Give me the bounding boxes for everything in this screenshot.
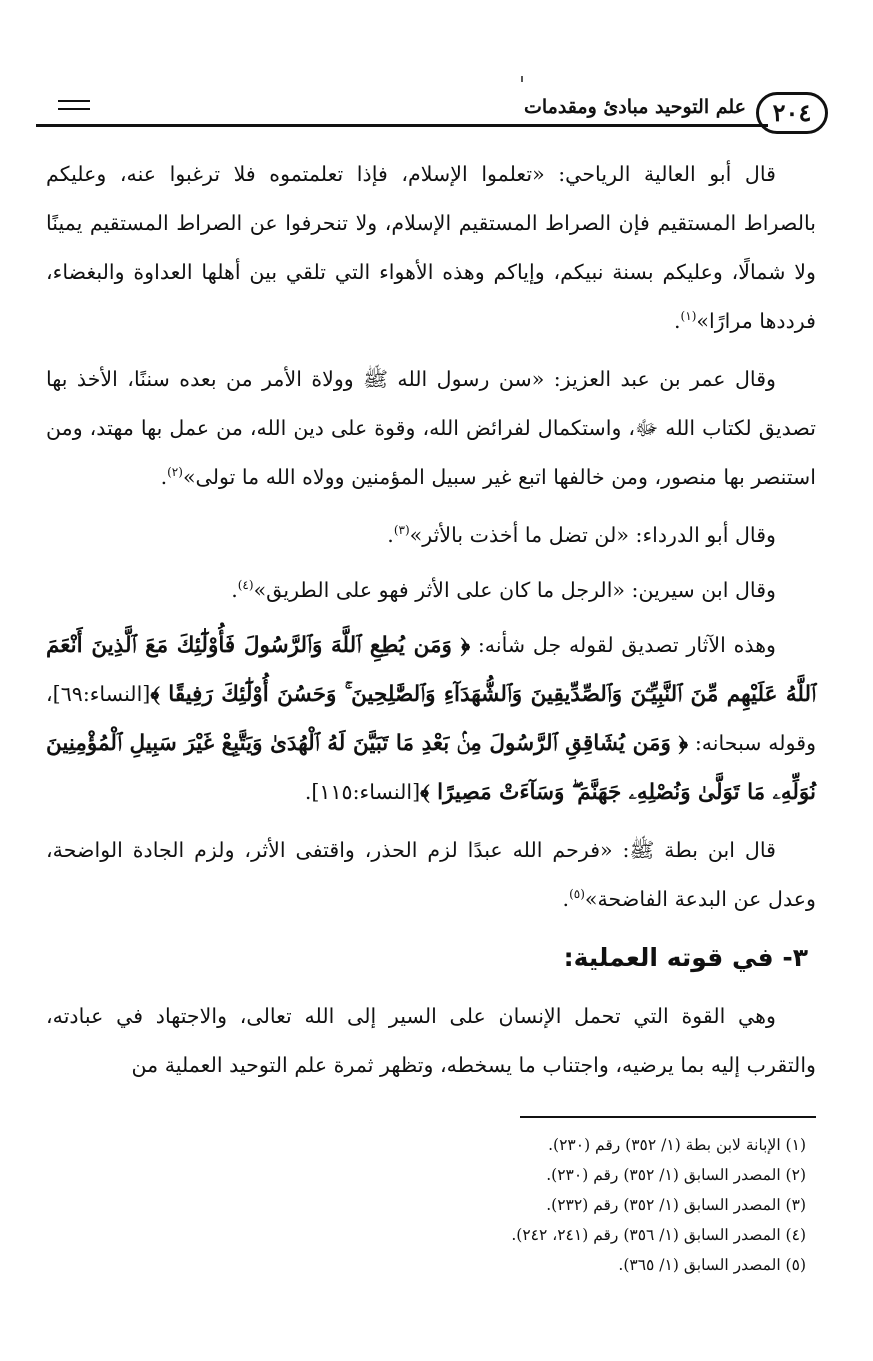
paragraph-abu-aliya: قال أبو العالية الرياحي: «تعلموا الإسلام، فإذا تعلمتموه فلا ترغبوا عنه، وعليكم بالصراط المستقيم فإن الصراط المستقيم الإسلام، ولا تنحرفوا عن الصراط المستقيم يمينًا ولا شمالًا، وعليكم بسنة نبيكم، وإياكم وهذه الأهواء التي تلقي بين أهلها العداوة والبغضاء، فرددها مرارًا»$^{(١)}$. (46, 162, 816, 333)
footnote-ref: (٢) (167, 465, 183, 480)
footnote-separator (520, 1116, 816, 1118)
paragraph-umar: وقال عمر بن عبد العزيز: «سن رسول الله ﷺ وولاة الأمر من بعده سننًا، الأخذ بها تصديق لكتاب الله ﷻ، واستكمال لفرائض الله، وقوة على دين الله، من عمل بها مهتد، ومن استنصر بها منصور، ومن خالفها اتبع غير سبيل المؤمنين وولاه الله ما تولى»$^{(٢)}$. (46, 367, 816, 489)
paragraph-ibn-batta: قال ابن بطة ﷺ: «فرحم الله عبدًا لزم الحذر، واقتفى الأثر، ولزم الجادة الواضحة، وعدل عن البدعة الفاضحة»$^{(٥)}$. (46, 838, 816, 911)
paragraph-ibn-sirin: وقال ابن سيرين: «الرجل ما كان على الأثر فهو على الطريق»$^{(٤)}$. (231, 578, 776, 602)
page-number: ٢٠٤ (756, 92, 828, 134)
footnote-ref: (٤) (237, 578, 254, 593)
section-paragraph: وهي القوة التي تحمل الإنسان على السير إلى الله تعالى، والاجتهاد في عبادته، والتقرب إليه بما يرضيه، واجتناب ما يسخطه، وتظهر ثمرة علم التوحيد العملية من (46, 1004, 816, 1077)
quran-verse: ﴿ وَمَن يُطِعِ ٱللَّهَ وَٱلرَّسُولَ فَأُوْلَٰٓئِكَ مَعَ ٱلَّذِينَ أَنْعَمَ ٱللَّهُ عَلَيْهِم مِّنَ ٱلنَّبِيِّـۧنَ وَٱلصِّدِّيقِينَ وَٱلشُّهَدَآءِ وَٱلصَّٰلِحِينَ ۚ وَحَسُنَ أُوْلَٰٓئِكَ رَفِيقًا ﴾ (46, 633, 816, 707)
header-rule (36, 124, 768, 127)
footnote-ref: (٥) (569, 887, 585, 902)
scan-mark (521, 76, 523, 82)
page-body (46, 150, 816, 1280)
footnote: (٢) المصدر السابق (١/ ٣٥٢) رقم (٢٣٠). (546, 1166, 806, 1184)
footnotes (46, 1130, 816, 1280)
section-heading: ٣- في قوته العملية: (563, 943, 808, 972)
footnote: (٥) المصدر السابق (١/ ٣٦٥). (618, 1256, 806, 1274)
running-title: علم التوحيد مبادئ ومقدمات (523, 96, 746, 118)
paragraph-verses: وهذه الآثار تصديق لقوله جل شأنه: ﴿ وَمَن يُطِعِ ٱللَّهَ وَٱلرَّسُولَ فَأُوْلَٰٓئِكَ مَعَ ٱلَّذِينَ أَنْعَمَ ٱللَّهُ عَلَيْهِم مِّنَ ٱلنَّبِيِّـۧنَ وَٱلصِّدِّيقِينَ وَٱلشُّهَدَآءِ وَٱلصَّٰلِحِينَ ۚ وَحَسُنَ أُوْلَٰٓئِكَ رَفِيقًا ﴾[النساء:٦٩]، وقوله سبحانه: ﴿ وَمَن يُشَاقِقِ ٱلرَّسُولَ مِنۢ بَعْدِ مَا تَبَيَّنَ لَهُ ٱلْهُدَىٰ وَيَتَّبِعْ غَيْرَ سَبِيلِ ٱلْمُؤْمِنِينَ نُوَلِّهِۦ مَا تَوَلَّىٰ وَنُصْلِهِۦ جَهَنَّمَ ۖ وَسَآءَتْ مَصِيرًا ﴾[النساء:١١٥]. (46, 633, 817, 805)
page-header (36, 90, 828, 136)
header-ornament (58, 100, 90, 110)
footnote-ref: (٣) (393, 523, 410, 538)
quran-verse: ﴿ وَمَن يُشَاقِقِ ٱلرَّسُولَ مِنۢ بَعْدِ مَا تَبَيَّنَ لَهُ ٱلْهُدَىٰ وَيَتَّبِعْ غَيْرَ سَبِيلِ ٱلْمُؤْمِنِينَ نُوَلِّهِۦ مَا تَوَلَّىٰ وَنُصْلِهِۦ جَهَنَّمَ ۖ وَسَآءَتْ مَصِيرًا ﴾ (46, 731, 816, 805)
footnote-ref: (١) (680, 309, 697, 324)
paragraph-abu-darda: وقال أبو الدرداء: «لن تضل ما أخذت بالأثر»$^{(٣)}$. (387, 523, 776, 547)
footnote: (٤) المصدر السابق (١/ ٣٥٦) رقم (٢٤١، ٢٤٢). (511, 1226, 806, 1244)
footnote: (١) الإبانة لابن بطة (١/ ٣٥٢) رقم (٢٣٠). (548, 1136, 806, 1154)
footnote: (٣) المصدر السابق (١/ ٣٥٢) رقم (٢٣٢). (546, 1196, 806, 1214)
